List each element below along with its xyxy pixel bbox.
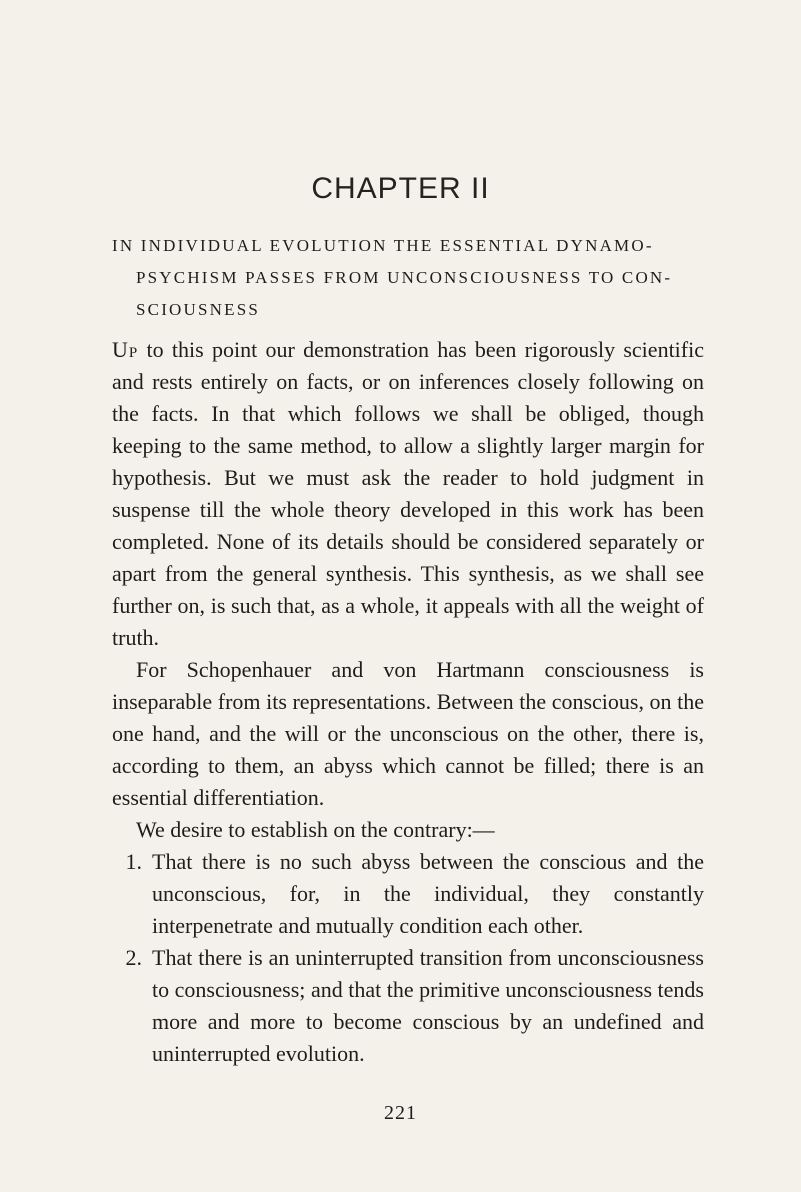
paragraph-2: For Schopenhauer and von Hartmann consciousness is inseparable from its representations. Between the conscious, on the one hand, and the will or the unconscious on the other, there is, according to them, an abyss which cannot be filled; there is an essential differentiation.	[112, 657, 704, 810]
paragraph-1	[112, 334, 704, 654]
list-item-number: 1.	[125, 849, 142, 874]
page-number: 221	[384, 1102, 417, 1124]
list-item-number: 2.	[125, 945, 142, 970]
list-item-text: That there is an uninterrupted transition from unconsciousness to consciousness; and that the primitive unconsciousness tends more and more to become conscious by an undefined and uninterrupted evolution.	[152, 945, 704, 1066]
paragraph-3: We desire to establish on the contrary:—	[136, 817, 495, 842]
heading-line-1: IN INDIVIDUAL EVOLUTION THE ESSENTIAL DYNAMO-	[112, 236, 654, 255]
list-item-text: That there is no such abyss between the conscious and the unconscious, for, in the individual, they constantly interpenetrate and mutually condition each other.	[152, 849, 704, 938]
heading-line-2: PSYCHISM PASSES FROM UNCONSCIOUSNESS TO CON-	[136, 268, 673, 287]
heading-line-3: SCIOUSNESS	[136, 300, 261, 319]
paragraph-1-first-word: Up	[112, 337, 139, 362]
chapter-heading	[112, 230, 702, 326]
body-text	[112, 334, 704, 1070]
chapter-title: CHAPTER II	[311, 172, 490, 205]
list-item	[112, 942, 704, 1070]
paragraph-1-text: to this point our demonstration has been rigorously scientific and rests entirely on facts, or on inferences closely following on the facts. In that which follows we shall be obliged, though keeping to the same method, to allow a slightly larger margin for hypothesis. But we must ask the reader to hold judgment in suspense till the whole theory developed in this work has been completed. None of its details should be considered separately or apart from the general synthesis. This synthesis, as we shall see further on, is such that, as a whole, it appeals with all the weight of truth.	[112, 337, 704, 650]
list-item	[112, 846, 704, 942]
